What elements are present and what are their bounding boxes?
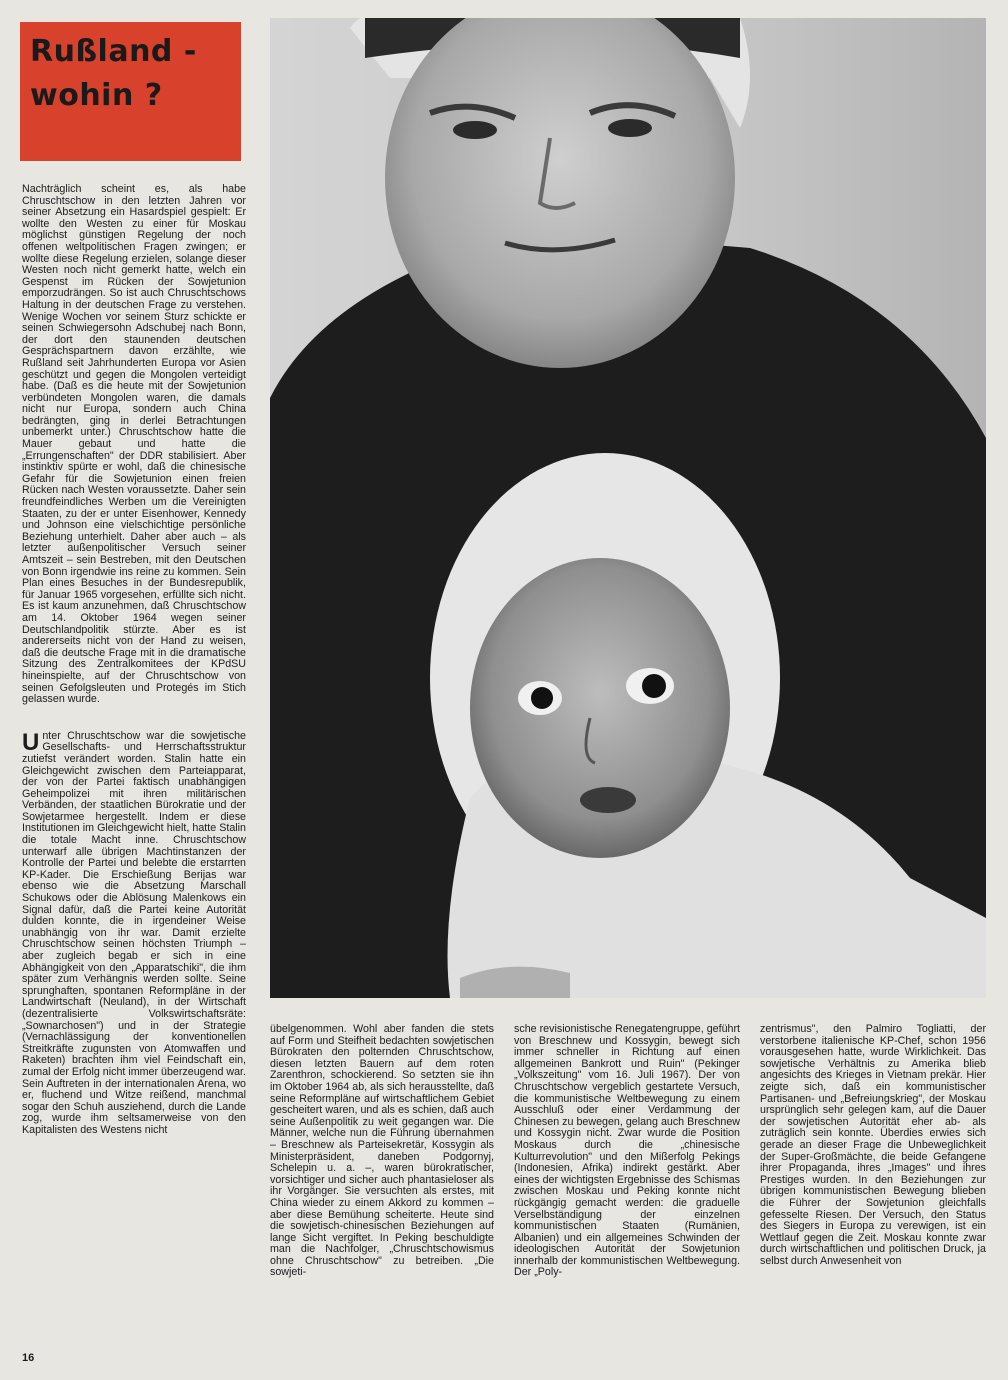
paragraph-col3: sche revisionistische Renegatengruppe, geführt von Breschnew und Kossygin, bewegt sich immer schneller in Richtung auf einen allgemeinen Bankrott und Ruin" (Pekinger „Volkszeitung" vom 16. Juli 1967). Der von Chruschtschow vergeblich gestartete Versuch, die kommunistische Weltbewegung zu einem Ausschluß oder einer Verdammung der Chinesen zu bewegen, gelang auch Breschnew und Kossygin nicht. Zwar wurde die Position Moskaus durch die „chinesische Kulturrevolution" und den Mißerfolg Pekings (Indonesien, Afrika) indirekt gestärkt. Aber eines der wichtigsten Ergebnisse des Schismas zwischen Moskau und Peking konnte nicht rückgängig gemacht werden: die graduelle Verselbständigung der einzelnen kommunistischen Staaten (Rumänien, Albanien) und ein allgemeines Schwinden der ideologischen Autorität der Sowjetunion innerhalb der kommunistischen Weltbewegung. Der „Poly-	[514, 1024, 740, 1279]
paragraph-main	[22, 728, 246, 1137]
title-box	[20, 22, 241, 161]
paragraph-intro: Nachträglich scheint es, als habe Chruschtschow in den letzten Jahren vor seiner Absetzung ein Hasardspiel gespielt: Er wollte den Westen zu einer für Moskau möglichst günstigen Regelung der noch offenen weltpolitischen Fragen zwingen; er wollte diese Regelung erzielen, solange dieser Westen noch nicht gemerkt hatte, welch ein Gespenst im Rücken der Sowjetunion emporzudrängen. So ist auch Chruschtschows Haltung in der deutschen Frage zu verstehen. Wenige Wochen vor seinem Sturz schickte er seinen Schwiegersohn Adschubej nach Bonn, der dort den staunenden deutschen Gesprächspartnern davon erzählte, wie Rußland seit Jahrhunderten Europa vor Asien geschützt und gegen die Mongolen verteidigt habe. (Daß es die heute mit der Sowjetunion verbündeten Mongolen waren, die damals nicht nur Europa, sondern auch China bedrängten, ging in derlei Betrachtungen unbemerkt unter.) Chruschtschow hatte die Mauer gebaut und hatte die „Errungenschaften" der DDR stabilisiert. Aber instinktiv spürte er wohl, daß die chinesische Gefahr für die Sowjetunion einen freien Rücken nach Westen voraussetzte. Daher sein freundfeindliches Werben um die Vereinigten Staaten, zu der er unter Eisenhower, Kennedy und Johnson eine vielschichtige persönliche Beziehung unterhielt. Daher aber auch – als letzter außenpolitischer Versuch seiner Amtszeit – sein Bestreben, mit den Deutschen von Bonn irgendwie ins reine zu kommen. Sein Plan eines Besuches in der Bundesrepublik, für Januar 1965 vorgesehen, erfüllte sich nicht. Es ist kaum anzunehmen, daß Chruschtschow am 14. Oktober 1964 wegen seiner Deutschlandpolitik stürzte. Aber es ist andererseits nicht von der Hand zu weisen, daß die deutsche Frage mit in die dramatische Sitzung des Zentralkomitees der KPdSU hineinspielte, auf der Chruschtschow von seinen Gefolgsleuten und Protegés im Stich gelassen wurde.	[22, 184, 246, 706]
title-line-1: Rußland -	[30, 34, 197, 69]
mother-and-child-photo	[270, 18, 986, 998]
paragraph-col2: übelgenommen. Wohl aber fanden die stets auf Form und Steifheit bedachten sowjetischen Bürokraten den polternden Chruschtschow, diesen letzten Bauern auf dem roten Zarenthron, schockierend. So setzten sie ihn im Oktober 1964 ab, als sich herausstellte, daß seine Reformpläne auf wirtschaftlichem Gebiet gescheitert waren, und als es schien, daß auch seine Außenpolitik zu weit gegangen war. Die Männer, welche nun die Führung übernahmen – Breschnew als Parteisekretär, Kossygin als Ministerpräsident, daneben Podgornyj, Schelepin u. a. –, waren bürokratischer, vorsichtiger und sicher auch phantasieloser als ihr Vorgänger. Sie versuchten als erstes, mit China wieder zu einem Akkord zu kommen – aber diese Bemühung scheiterte. Heute sind die sowjetisch-chinesischen Beziehungen auf lange Sicht vergiftet. In Peking beschuldigte man die Nachfolger, „Chruschtschowismus ohne Chruschtschow" zu betreiben. „Die sowjeti-	[270, 1024, 494, 1279]
paragraph-main-text: nter Chruschtschow war die sowjetische Gesellschafts- und Herrschaftsstruktur zutiefst verändert worden. Stalin hatte ein Gleichgewicht zwischen dem Parteiapparat, der von der Partei faktisch unabhängigen Geheimpolizei mit ihren militärischen Verbänden, der staatlichen Bürokratie und der Sowjetarmee hergestellt. Indem er diese Institutionen im Gleichgewicht hielt, hatte Stalin die totale Macht inne. Chruschtschow unterwarf alle übrigen Machtinstanzen der Kontrolle der Partei und belebte die erstarrten KP-Kader. Die Erschießung Berijas war ebenso wie die Absetzung Marschall Schukows oder die Ablösung Malenkows ein Signal dafür, daß die Partei keine Autorität dulden konnte, die in irgendeiner Weise unabhängig von ihr war. Damit erzielte Chruschtschow seinen höchsten Triumph – aber zugleich begab er sich in eine Abhängigkeit von den „Apparatschiki", die ihm später zum Verhängnis werden sollte. Seine sprunghaften, spontanen Reformpläne in der Landwirtschaft (Neuland), in der Wirtschaft (dezentralisierte Volkswirtschaftsräte: „Sownarchosen") und in der Strategie (Vernachlässigung der konventionellen Streitkräfte zugunsten von Atomwaffen und Raketen) brachten ihm viel Feindschaft ein, zumal der Erfolg nicht immer überzeugend war. Sein Auftreten in der internationalen Arena, wo er, fluchend und Witze reißend, manchmal sogar den Schuh ausziehend, durch die Lande zog, wurde ihm seltsamerweise von den Kapitalisten des Westens nicht	[22, 729, 246, 1136]
text-column-left	[22, 184, 246, 1344]
photo-illustration	[270, 18, 986, 998]
drop-cap: U	[22, 728, 40, 756]
text-column-2	[270, 1024, 494, 1340]
article-title	[30, 30, 231, 118]
title-line-2: wohin ?	[30, 78, 163, 113]
text-column-3	[514, 1024, 740, 1340]
text-column-4	[760, 1024, 986, 1340]
paragraph-col4: zentrismus", den Palmiro Togliatti, der verstorbene italienische KP-Chef, schon 1956 vorausgesehen hatte, wurde Wirklichkeit. Das sowjetische Verhältnis zu Amerika blieb angesichts des Krieges in Vietnam prekär. Hier zeigte sich, daß ein kommunistischer Partisanen- und „Befreiungskrieg", der Moskau ursprünglich sehr gelegen kam, auf die Dauer der sowjetischen Autorität eher ab- als zuträglich sein konnte. Überdies erwies sich gerade an dieser Frage die Unbeweglichkeit der Super-Großmächte, die beide Gefangene ihrer Propaganda, ihres „Images" und ihres Prestiges wurden. In den Beziehungen zur übrigen kommunistischen Bewegung blieben die Führer der Sowjetunion gleichfalls gefesselte Riesen. Der Versuch, den Status des Siegers in Europa zu verewigen, ist ein Wettlauf gegen die Zeit. Moskau konnte zwar durch wirtschaftlichen und politischen Druck, ja selbst durch Anwesenheit von	[760, 1024, 986, 1267]
page-number: 16	[22, 1352, 35, 1364]
